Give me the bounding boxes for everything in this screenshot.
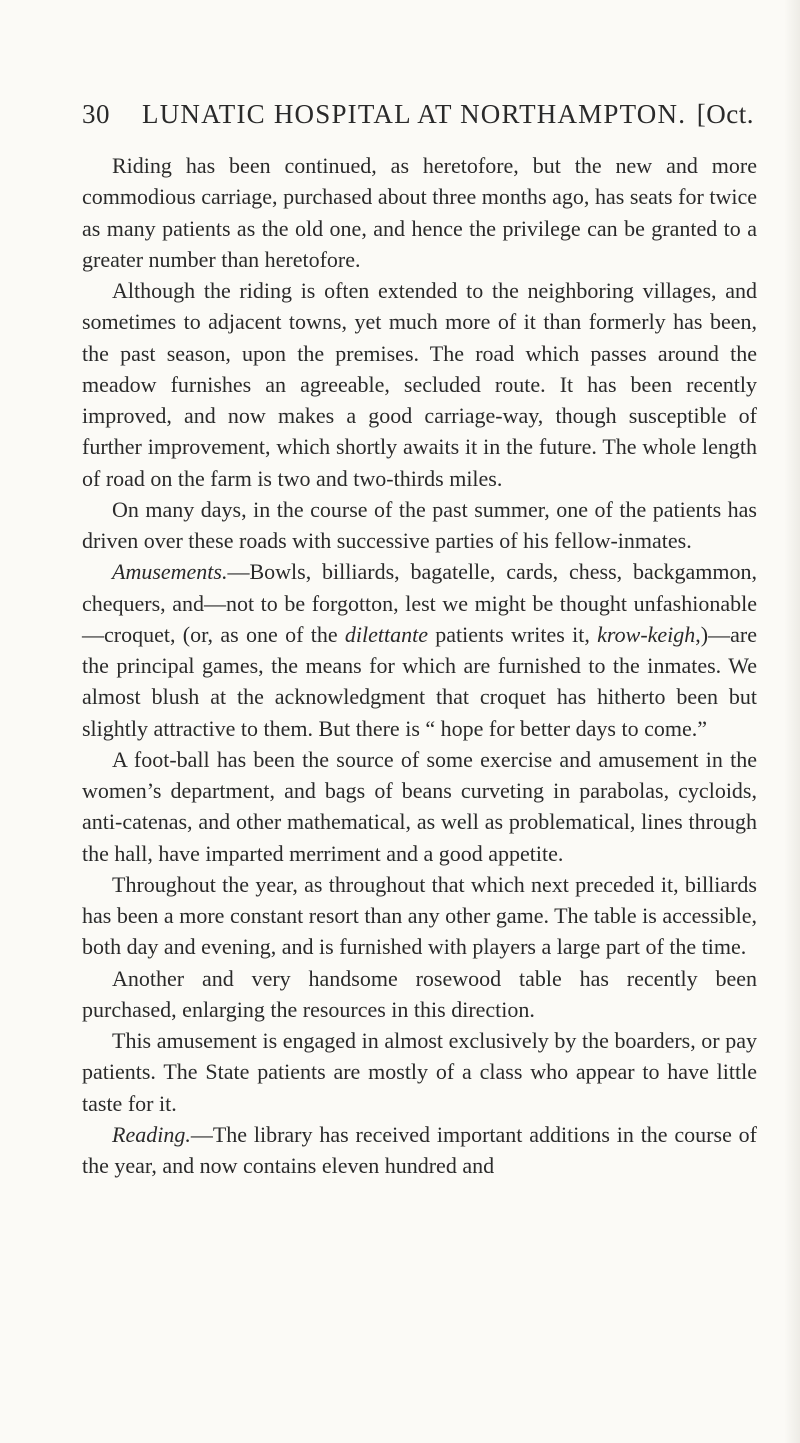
section-heading-amusements: Amusements.: [112, 559, 228, 585]
running-head: [82, 99, 754, 139]
paragraph-rosewood-table: Another and very handsome rosewood table has recently been purchased, enlarging the resources in this direction.: [82, 965, 757, 1022]
paragraph-riding: Riding has been continued, as heretofore, but the new and more commodious carriage, purchased about three months ago, has seats for twice as many patients as the old one, and hence the privilege can be granted to a greater number than heretofore.: [82, 153, 757, 272]
section-heading-reading: Reading.: [112, 1121, 191, 1147]
amusements-text-part-2: patients writes it,: [427, 621, 598, 647]
paragraph-billiards: Throughout the year, as throughout that which next preceded it, billiards has been a more constant resort than any other game. The table is accessible, both day and evening, and is furnished with players a large part of the time.: [82, 871, 757, 960]
page-edge-shade: [784, 0, 800, 1443]
page-number: 30: [82, 99, 110, 129]
running-month: [Oct.: [696, 99, 754, 129]
paragraph-driving-parties: On many days, in the course of the past summer, one of the patients has driven over these roads with successive parties of his fellow-inmates.: [82, 496, 757, 553]
paragraph-amusements: [82, 556, 757, 744]
amusements-text-part-1: —Bowls, billiards, bagatelle, cards, chess, backgammon, chequers, and—not to be forgotton, lest we might be thought unfashionable—croquet, (or, as one of the: [82, 559, 757, 647]
amusements-text-part-3: ,)—are the principal games, the means for which are furnished to the inmates. We almost blush at the acknowledgment that croquet has hitherto been but slightly attractive to them. But there is “ hope for better days to come.”: [82, 621, 757, 741]
body-text: [82, 150, 757, 1181]
paragraph-reading: [82, 1119, 757, 1182]
running-title: LUNATIC HOSPITAL AT NORTHAMPTON.: [142, 99, 687, 129]
reading-text: —The library has received important additions in the course of the year, and now contains eleven hundred and: [82, 1121, 757, 1178]
paragraph-boarders: This amusement is engaged in almost exclusively by the boarders, or pay patients. The State patients are mostly of a class who appear to have little taste for it.: [82, 1028, 757, 1116]
paragraph-foot-ball: A foot-ball has been the source of some exercise and amusement in the women’s department, and bags of beans curveting in parabolas, cycloids, anti-catenas, and other mathematical, as well as problematical, lines through the hall, have imparted merriment and a good appetite.: [82, 746, 757, 866]
amusements-italic-dilettante: dilettante: [344, 621, 428, 647]
amusements-italic-krow-keigh: krow-keigh: [597, 621, 696, 647]
paragraph-riding-route: Although the riding is often extended to the neighboring villages, and sometimes to adjacent towns, yet much more of it than formerly has been, the past season, upon the premises. The road which passes around the meadow furnishes an agreeable, secluded route. It has been recently improved, and now makes a good carriage-way, though susceptible of further improvement, which shortly awaits it in the future. The whole length of road on the farm is two and two-thirds miles.: [82, 278, 757, 491]
